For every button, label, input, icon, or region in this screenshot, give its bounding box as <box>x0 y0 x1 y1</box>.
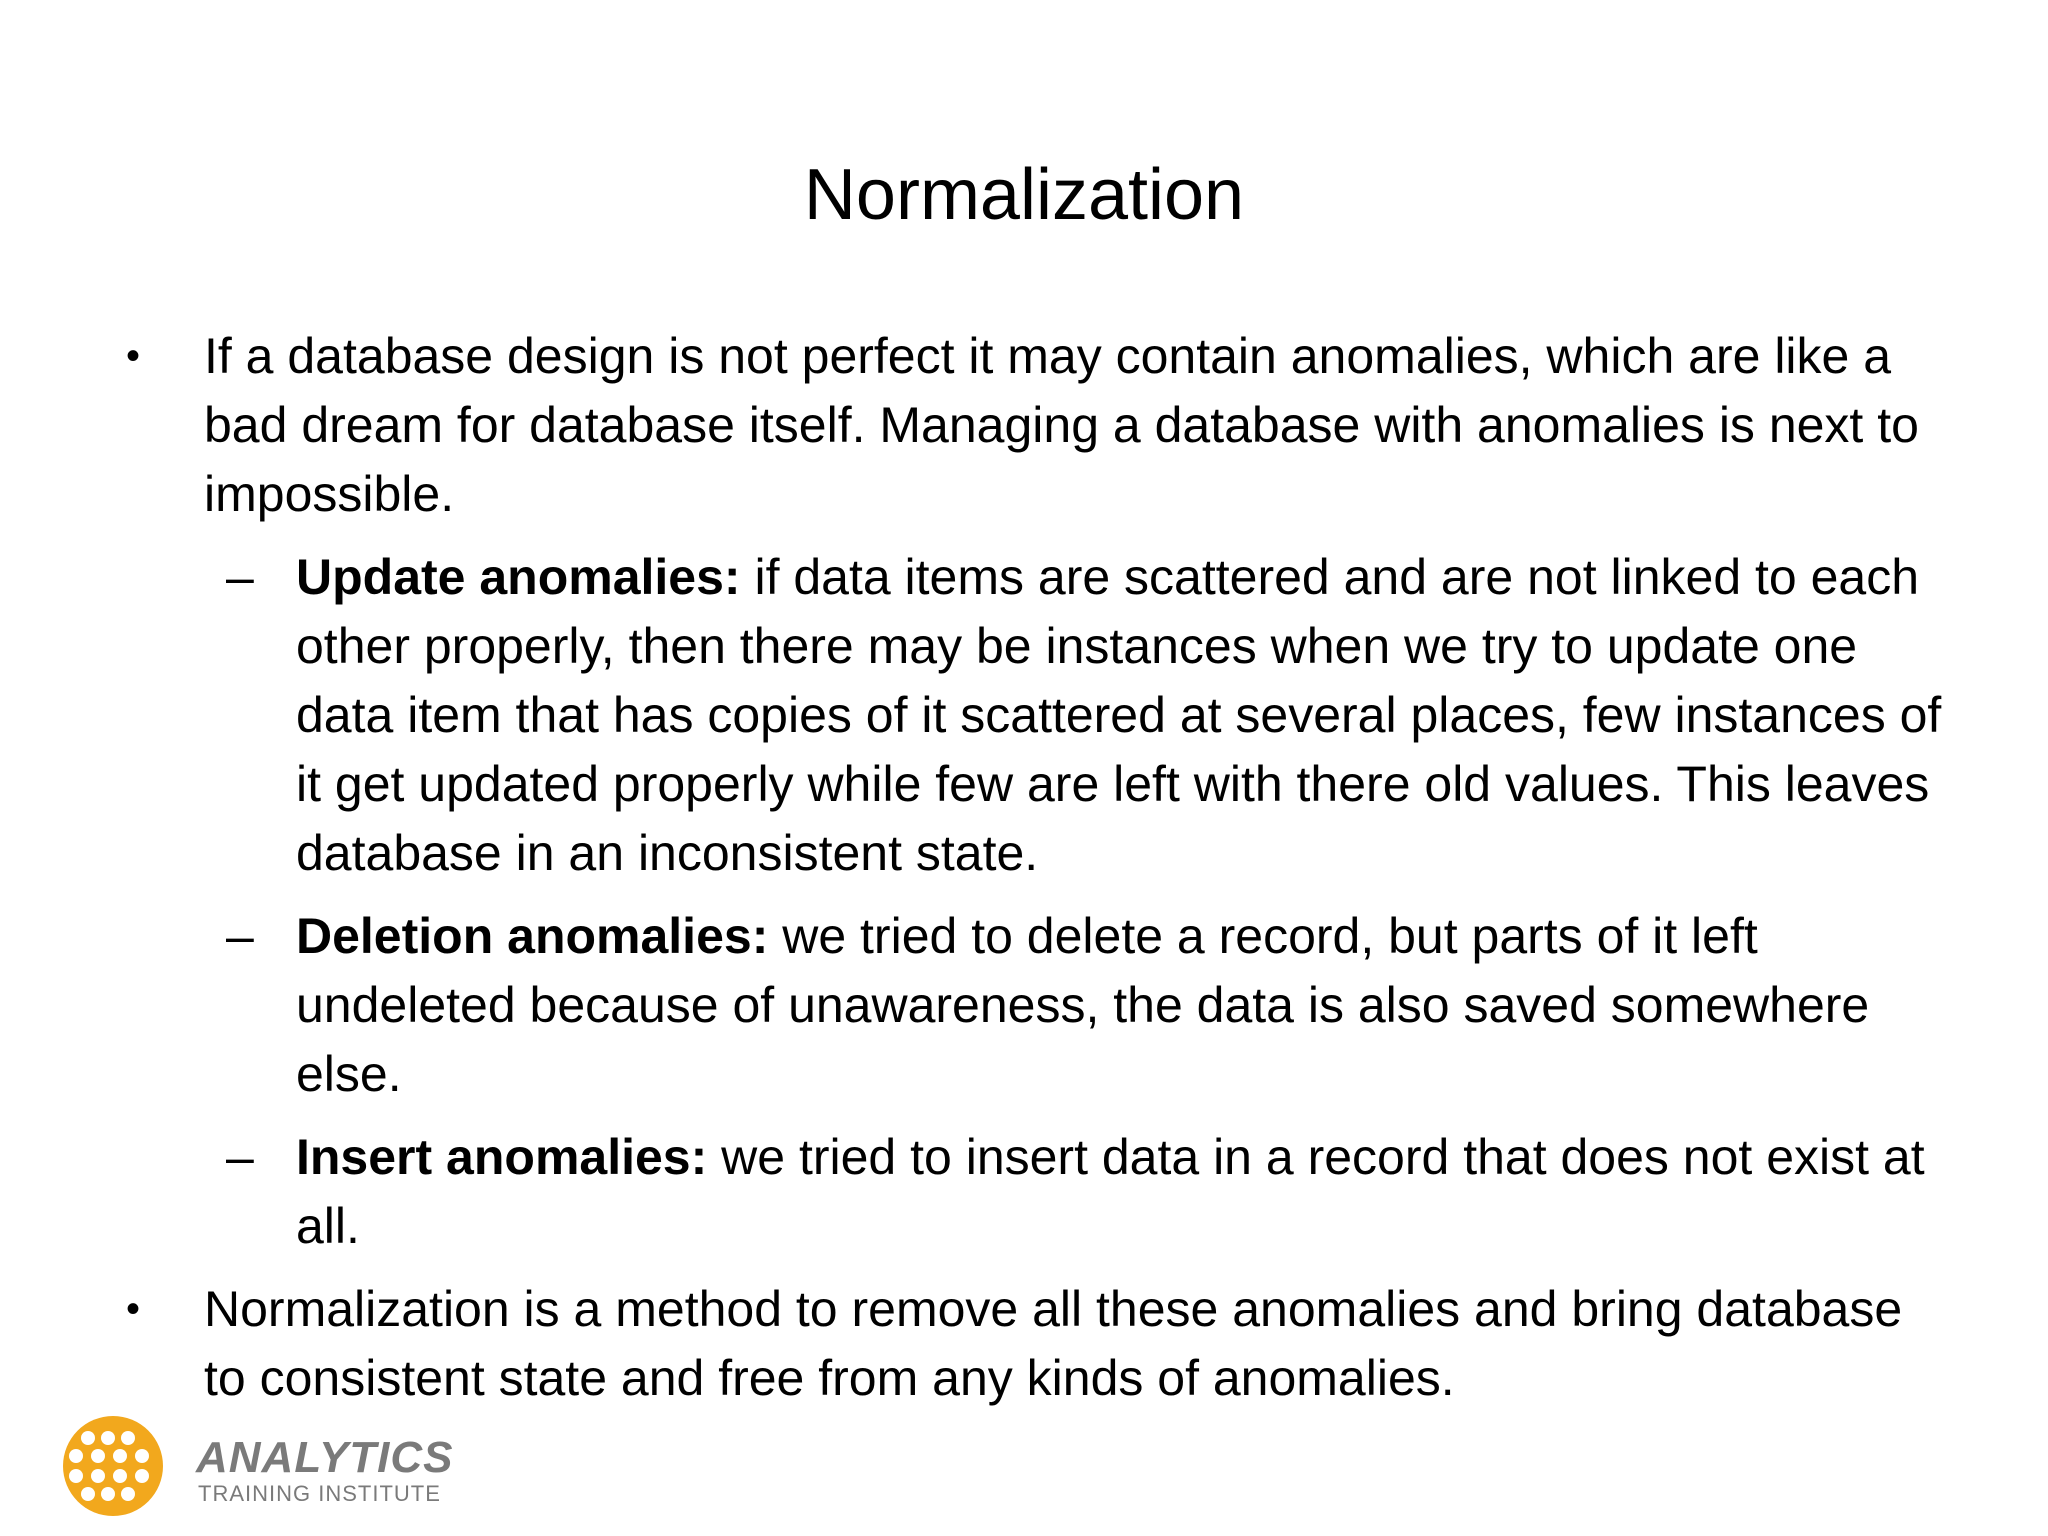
logo-dots-icon <box>58 1416 168 1516</box>
bullet-text: If a database design is not perfect it may contain anomalies, which are like a bad dream for database itself. Managing a database with anomalies is next to impossible. <box>204 328 1919 522</box>
logo-name: ANALYTICS <box>196 1433 454 1482</box>
sub-bullet-text: if data items are scattered and are not linked to each other properly, then there may be instances when we try to update one data item that has copies of it scattered at several places, few instances of it get updated properly while few are left with there old values. This leaves database in an inconsistent state. <box>296 549 1942 881</box>
sub-bullet-text: we tried to insert data in a record that does not exist at all. <box>296 1129 1925 1254</box>
company-logo <box>58 1416 478 1526</box>
slide-content <box>120 322 1950 1427</box>
bullet-item <box>120 322 1950 529</box>
bullet-marker: • <box>126 1287 141 1331</box>
sub-bullet-heading: Update anomalies: <box>296 549 741 605</box>
sub-bullet-item <box>120 1123 1950 1261</box>
sub-bullet-marker: – <box>226 549 254 605</box>
sub-bullet-heading: Insert anomalies: <box>296 1129 708 1185</box>
sub-bullet-text: we tried to delete a record, but parts of it left undeleted because of unawareness, the data is also saved somewhere else. <box>296 908 1870 1102</box>
bullet-marker: • <box>126 334 141 378</box>
sub-bullet-marker: – <box>226 908 254 964</box>
sub-bullet-item <box>120 543 1950 888</box>
bullet-item <box>120 1275 1950 1413</box>
slide-title: Normalization <box>803 155 1245 235</box>
bullet-text: Normalization is a method to remove all these anomalies and bring database to consistent state and free from any kinds of anomalies. <box>204 1281 1903 1406</box>
sub-bullet-list <box>120 543 1950 1261</box>
sub-bullet-heading: Deletion anomalies: <box>296 908 769 964</box>
logo-subtitle: TRAINING INSTITUTE <box>198 1481 441 1506</box>
sub-bullet-item <box>120 902 1950 1109</box>
sub-bullet-marker: – <box>226 1129 254 1185</box>
